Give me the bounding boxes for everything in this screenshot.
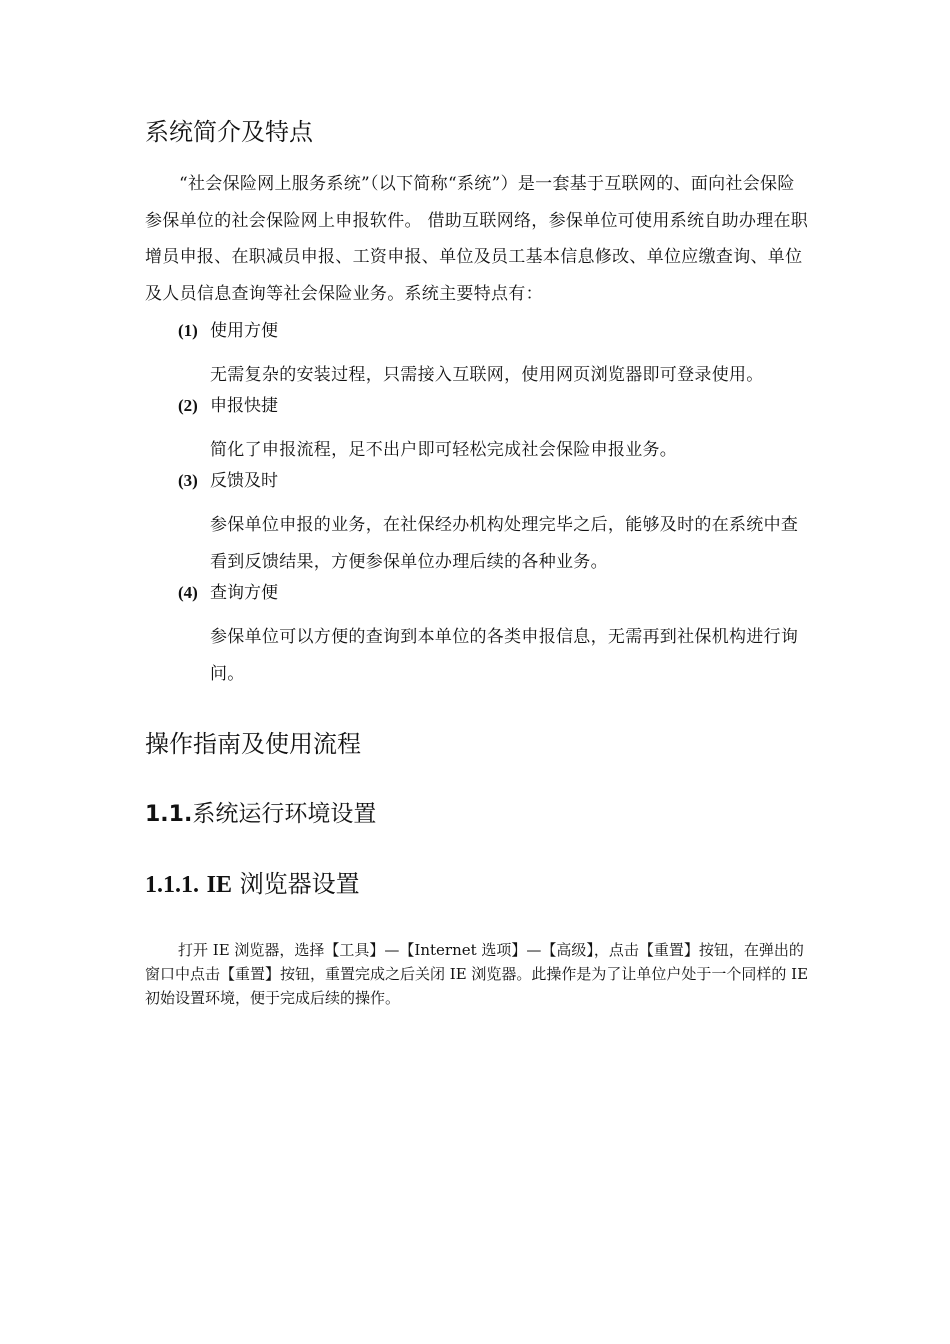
feature-description: 参保单位可以方便的查询到本单位的各类申报信息，无需再到社保机构进行询问。 [210, 627, 799, 684]
subsection-number: 1.1. [145, 802, 193, 827]
feature-item [178, 395, 810, 469]
feature-item [178, 470, 810, 581]
subsection-title [145, 799, 376, 830]
subsubsection-title [145, 869, 360, 900]
subsubsection-ie-label: IE [206, 872, 232, 898]
feature-number: (3) [178, 471, 198, 490]
subsection-text: 系统运行环境设置 [192, 801, 377, 827]
subsubsection-number: 1.1.1. [145, 872, 199, 898]
section-title: 操作指南及使用流程 [145, 730, 361, 758]
feature-description: 参保单位申报的业务，在社保经办机构处理完毕之后，能够及时的在系统中查看到反馈结果，方便参保单位办理后续的各种业务。 [210, 515, 799, 572]
feature-item [178, 582, 810, 693]
ie-reset-paragraph [145, 938, 810, 1010]
intro-paragraph [145, 166, 810, 312]
feature-title: 查询方便 [210, 583, 278, 603]
feature-item [178, 320, 810, 394]
feature-description: 简化了申报流程，足不出户即可轻松完成社会保险申报业务。 [210, 440, 678, 460]
ie-reset-text: 打开 IE 浏览器，选择【工具】—【Internet 选项】—【高级】，点击【重置】按钮，在弹出的窗口中点击【重置】按钮，重置完成之后关闭 IE 浏览器。此操作是为了让单位户处于一个同样的 IE 初始设置环境，便于完成后续的操作。 [145, 941, 809, 1007]
feature-title: 使用方便 [210, 321, 278, 341]
feature-heading [178, 395, 810, 417]
section-title: 系统简介及特点 [145, 118, 313, 146]
feature-heading [178, 582, 810, 604]
intro-text: “社会保险网上服务系统”（以下简称“系统”）是一套基于互联网的、面向社会保险参保单位的社会保险网上申报软件。 借助互联网络，参保单位可使用系统自助办理在职增员申报、在职减员申报、工资申报、单位及员工基本信息修改、单位应缴查询、单位及人员信息查询等社会保险业务。系统主要特点有： [145, 174, 809, 304]
feature-heading [178, 470, 810, 492]
feature-number: (4) [178, 583, 198, 602]
feature-description: 无需复杂的安装过程，只需接入互联网，使用网页浏览器即可登录使用。 [210, 365, 764, 385]
feature-title: 反馈及时 [210, 471, 278, 491]
feature-title: 申报快捷 [210, 396, 278, 416]
subsubsection-text: 浏览器设置 [239, 870, 360, 898]
feature-heading [178, 320, 810, 342]
feature-number: (2) [178, 396, 198, 415]
feature-number: (1) [178, 321, 198, 340]
